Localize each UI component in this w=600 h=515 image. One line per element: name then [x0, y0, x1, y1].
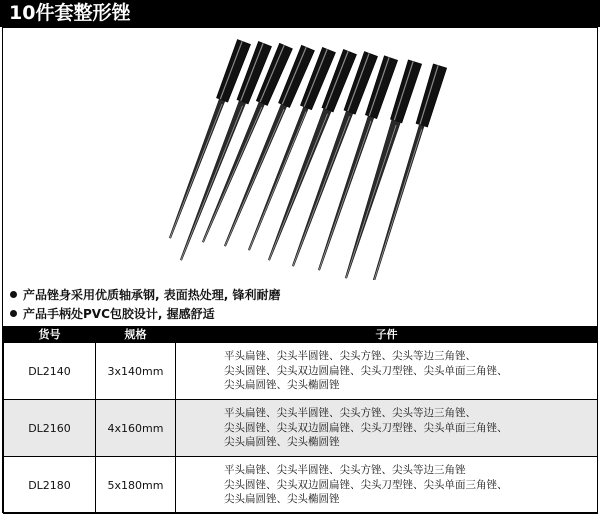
table-row — [4, 400, 598, 457]
table-header-row — [4, 327, 598, 343]
needle-file-set-image — [3, 28, 597, 280]
parts-line: 尖头扁圆锉、尖头椭圆锉 — [224, 436, 340, 449]
file-blade-sheen — [293, 116, 350, 266]
cell-size: 3x140mm — [96, 343, 176, 400]
parts-line: 尖头扁圆锉、尖头椭圆锉 — [224, 379, 340, 392]
cell-code: DL2160 — [4, 400, 96, 457]
file-blade-sheen — [319, 121, 371, 270]
parts-line: 平头扁锉、尖头半圆锉、尖头方锉、尖头等边三角锉、 — [224, 407, 476, 420]
cell-size: 5x180mm — [96, 457, 176, 514]
feature-item — [8, 305, 588, 322]
cell-parts — [176, 457, 598, 514]
cell-parts — [176, 400, 598, 457]
parts-line: 尖头圆锉、尖头双边圆扁锉、尖头刀型锉、尖头单面三角锉、 — [224, 478, 508, 491]
parts-line: 尖头圆锉、尖头双边圆扁锉、尖头刀型锉、尖头单面三角锉、 — [224, 421, 508, 434]
bullet-dot-icon — [10, 310, 17, 317]
file-handle — [390, 60, 421, 123]
feature-text: 产品手柄处PVC包胶设计, 握感舒适 — [23, 307, 215, 321]
parts-line: 平头扁锉、尖头半圆锉、尖头方锉、尖头等边三角锉 — [224, 464, 466, 477]
file-blade-sheen — [346, 125, 396, 278]
feature-list — [8, 286, 588, 324]
cell-code: DL2140 — [4, 343, 96, 400]
feature-item — [8, 286, 588, 303]
product-photo — [3, 28, 597, 280]
parts-line: 平头扁锉、尖头半圆锉、尖头方锉、尖头等边三角锉、 — [224, 350, 476, 363]
file-handle — [416, 64, 447, 127]
cell-parts — [176, 343, 598, 400]
page-title: 10件套整形锉 — [0, 0, 600, 27]
cell-code: DL2180 — [4, 457, 96, 514]
bullet-dot-icon — [10, 291, 17, 298]
column-header-code: 货号 — [4, 327, 96, 343]
table-row — [4, 457, 598, 514]
column-header-parts: 子件 — [176, 327, 598, 343]
feature-text: 产品锉身采用优质轴承钢, 表面热处理, 锋利耐磨 — [23, 288, 281, 302]
parts-line: 尖头圆锉、尖头双边圆扁锉、尖头刀型锉、尖头单面三角锉、 — [224, 364, 508, 377]
cell-size: 4x160mm — [96, 400, 176, 457]
needle-file — [169, 40, 250, 239]
parts-line: 尖头扁圆锉、尖头椭圆锉 — [224, 493, 340, 506]
column-header-size: 规格 — [96, 327, 176, 343]
spec-table — [3, 326, 598, 514]
table-row — [4, 343, 598, 400]
file-blade-sheen — [269, 114, 328, 260]
